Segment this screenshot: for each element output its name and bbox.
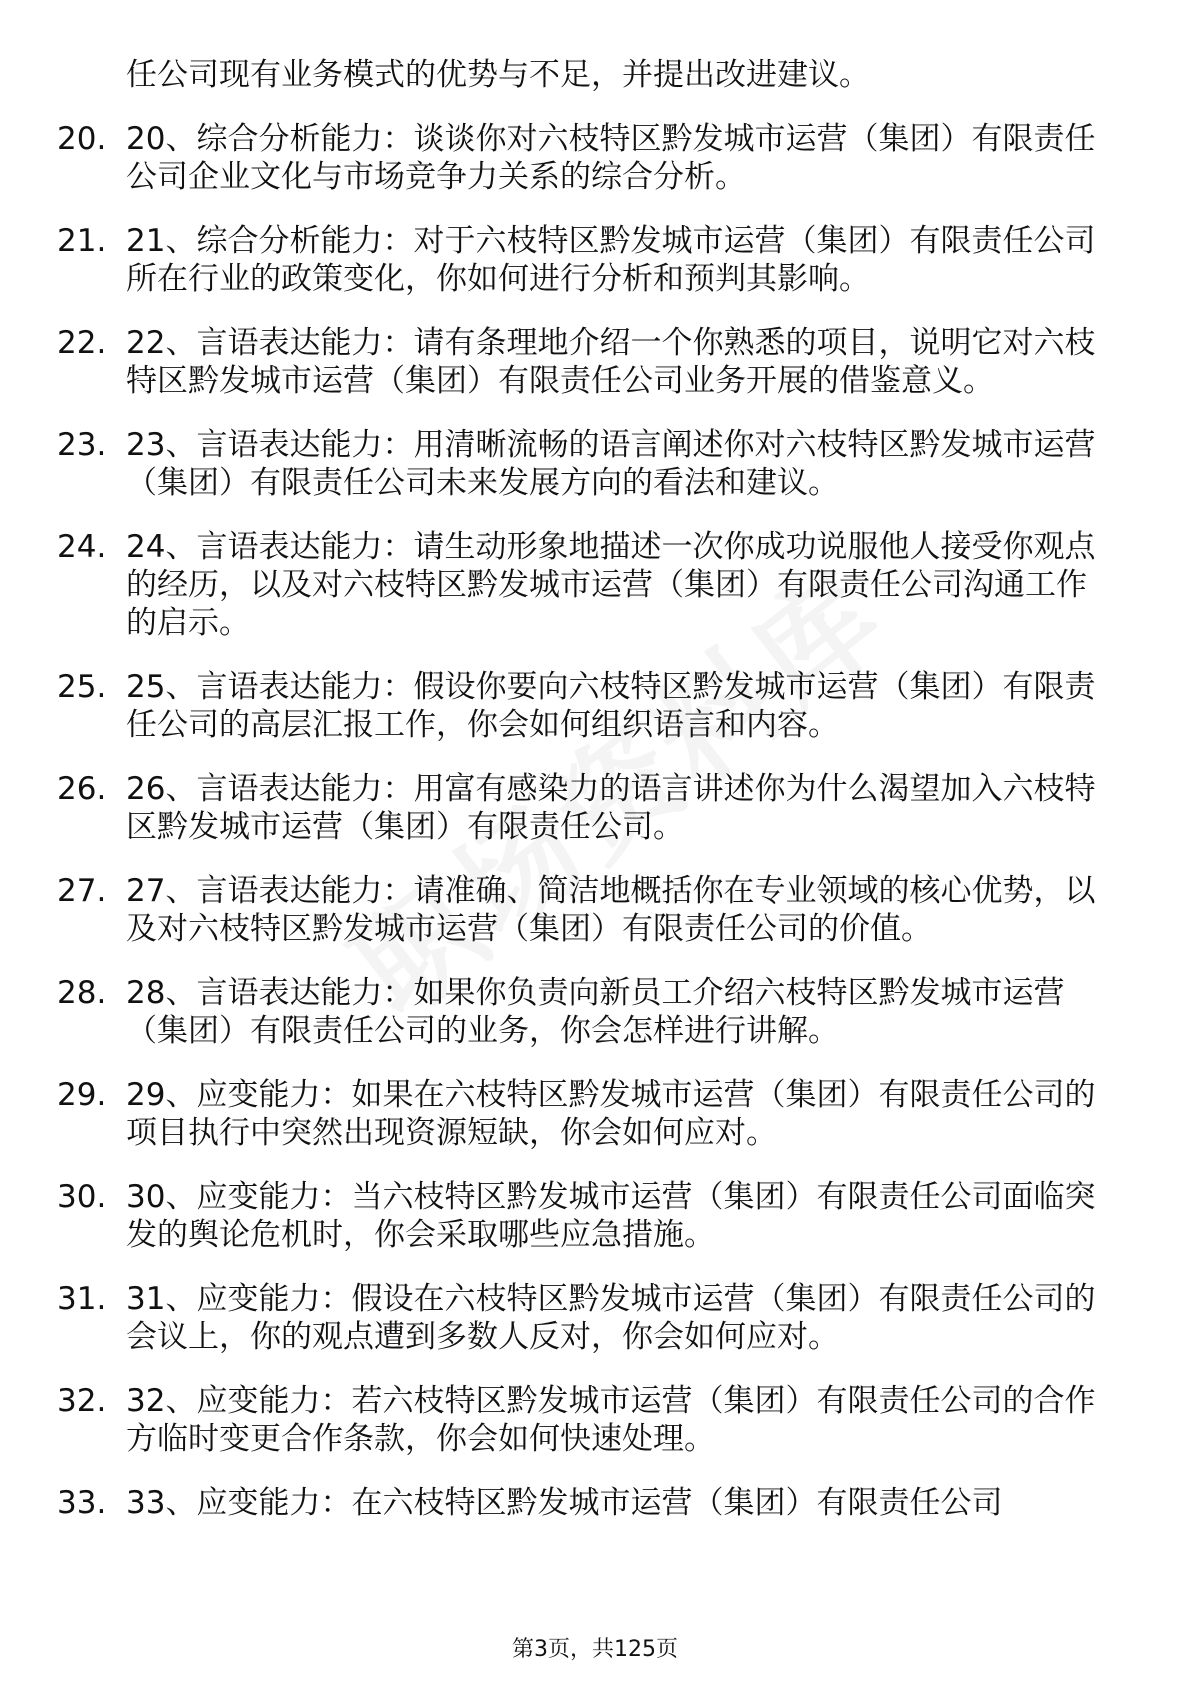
item-text: 33、应变能力：在六枝特区黔发城市运营（集团）有限责任公司 xyxy=(126,1485,1003,1521)
item-text: 26、言语表达能力：用富有感染力的语言讲述你为什么渴望加入六枝特区黔发城市运营（集团）有限责任公司。 xyxy=(126,771,1096,845)
list-item xyxy=(0,426,1190,502)
list-item xyxy=(0,1484,1190,1522)
list-item xyxy=(0,872,1190,948)
item-text: 22、言语表达能力：请有条理地介绍一个你熟悉的项目，说明它对六枝特区黔发城市运营（集团）有限责任公司业务开展的借鉴意义。 xyxy=(126,325,1096,399)
item-number: 28. xyxy=(57,975,107,1011)
item-number: 33. xyxy=(57,1485,107,1521)
item-text: 30、应变能力：当六枝特区黔发城市运营（集团）有限责任公司面临突发的舆论危机时，你会采取哪些应急措施。 xyxy=(126,1179,1096,1253)
item-number: 23. xyxy=(57,427,107,463)
list-item xyxy=(0,324,1190,400)
list-item xyxy=(0,1178,1190,1254)
item-number: 32. xyxy=(57,1383,107,1419)
item-text: 27、言语表达能力：请准确、简洁地概括你在专业领域的核心优势，以及对六枝特区黔发城市运营（集团）有限责任公司的价值。 xyxy=(126,873,1096,947)
item-number: 29. xyxy=(57,1077,107,1113)
list-item xyxy=(0,770,1190,846)
item-text: 25、言语表达能力：假设你要向六枝特区黔发城市运营（集团）有限责任公司的高层汇报工作，你会如何组织语言和内容。 xyxy=(126,669,1096,743)
item-number: 20. xyxy=(57,121,107,157)
item-text: 32、应变能力：若六枝特区黔发城市运营（集团）有限责任公司的合作方临时变更合作条款，你会如何快速处理。 xyxy=(126,1383,1096,1457)
page-footer xyxy=(0,1636,1190,1664)
question-list xyxy=(0,120,1190,1548)
item-number: 26. xyxy=(57,771,107,807)
item-text: 31、应变能力：假设在六枝特区黔发城市运营（集团）有限责任公司的会议上，你的观点遭到多数人反对，你会如何应对。 xyxy=(126,1281,1096,1355)
item-text: 28、言语表达能力：如果你负责向新员工介绍六枝特区黔发城市运营（集团）有限责任公司的业务，你会怎样进行讲解。 xyxy=(126,975,1065,1049)
item-number: 30. xyxy=(57,1179,107,1215)
item-number: 24. xyxy=(57,529,107,565)
list-item xyxy=(0,974,1190,1050)
item-text: 20、综合分析能力：谈谈你对六枝特区黔发城市运营（集团）有限责任公司企业文化与市场竞争力关系的综合分析。 xyxy=(126,121,1096,195)
item-text: 24、言语表达能力：请生动形象地描述一次你成功说服他人接受你观点的经历，以及对六枝特区黔发城市运营（集团）有限责任公司沟通工作的启示。 xyxy=(126,529,1096,641)
list-item xyxy=(0,1280,1190,1356)
item-text: 23、言语表达能力：用清晰流畅的语言阐述你对六枝特区黔发城市运营（集团）有限责任公司未来发展方向的看法和建议。 xyxy=(126,427,1096,501)
item-text: 21、综合分析能力：对于六枝特区黔发城市运营（集团）有限责任公司所在行业的政策变化，你如何进行分析和预判其影响。 xyxy=(126,223,1096,297)
item-number: 27. xyxy=(57,873,107,909)
list-item xyxy=(0,1076,1190,1152)
list-item xyxy=(0,120,1190,196)
item-number: 22. xyxy=(57,325,107,361)
item-text: 29、应变能力：如果在六枝特区黔发城市运营（集团）有限责任公司的项目执行中突然出现资源短缺，你会如何应对。 xyxy=(126,1077,1096,1151)
list-item xyxy=(0,528,1190,642)
item-number: 25. xyxy=(57,669,107,705)
item-number: 31. xyxy=(57,1281,107,1317)
list-item xyxy=(0,222,1190,298)
list-item xyxy=(0,1382,1190,1458)
list-item xyxy=(0,668,1190,744)
continued-paragraph: 任公司现有业务模式的优势与不足，并提出改进建议。 xyxy=(126,57,870,93)
item-number: 21. xyxy=(57,223,107,259)
page-number-label: 第3页，共125页 xyxy=(512,1637,678,1662)
